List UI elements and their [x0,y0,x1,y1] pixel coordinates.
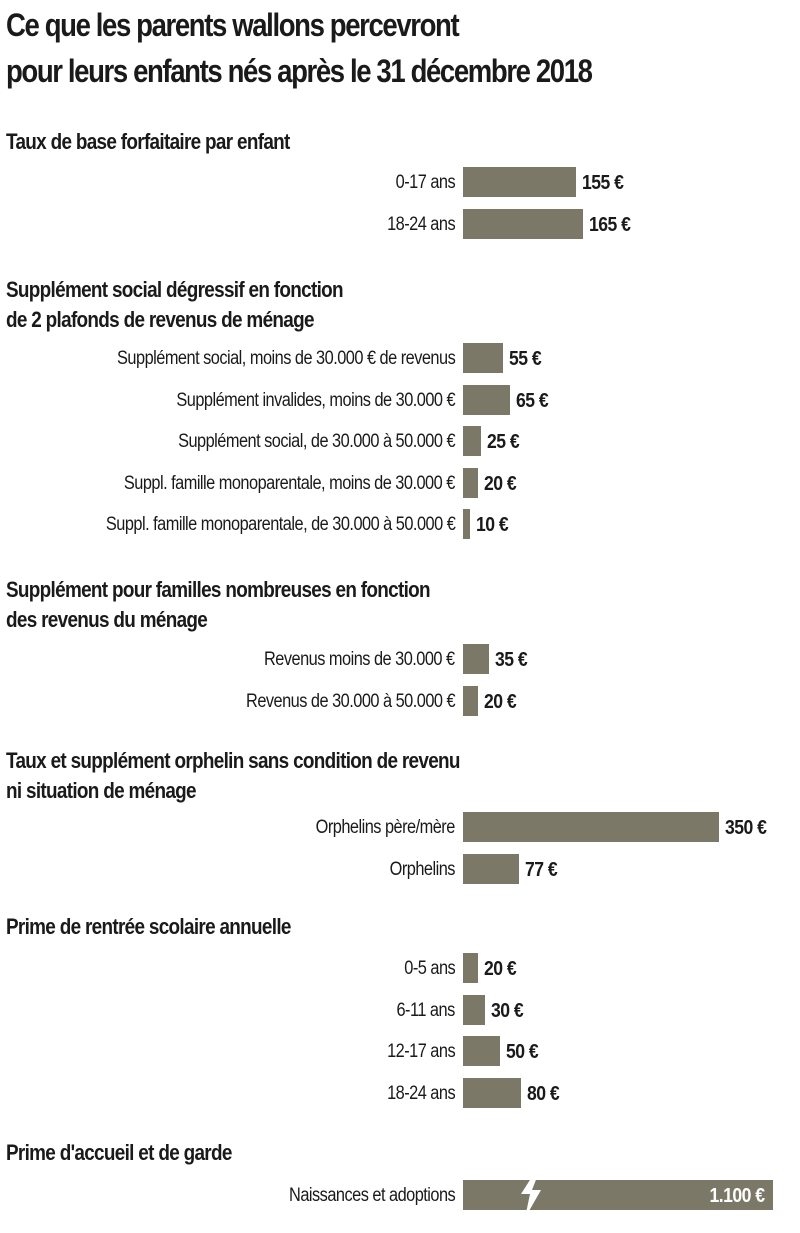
section-heading: Taux et supplément orphelin sans condition de revenu ni situation de ménage [6,748,460,803]
section-heading: Prime de rentrée scolaire annuelle [6,914,291,939]
bar [463,995,485,1025]
bar-value-label: 155 € [582,172,624,194]
bar-value-label: 65 € [516,389,549,412]
bar-value-label: 25 € [487,431,520,453]
bar [463,426,481,456]
bar-label: Suppl. famille monoparentale, moins de 30.000 € [124,472,455,494]
bar-value-label: 30 € [490,999,524,1022]
bar-value-label: 20 € [483,958,516,980]
bar-label: 0-17 ans [395,172,455,193]
bar-value-label: 20 € [483,472,516,495]
bar-label: Supplément social, de 30.000 à 50.000 € [178,431,455,452]
bar [463,509,470,539]
bar [463,1078,521,1108]
bar [463,953,478,983]
bar-label: Suppl. famille monoparentale, de 30.000 à 50.000 € [105,514,455,535]
bar [463,385,510,415]
bar-label: Revenus moins de 30.000 € [264,649,455,670]
title-line-2: pour leurs enfants nés après le 31 décembre 2018 [6,53,592,89]
bar-label: 18-24 ans [386,1082,455,1104]
bar-label: 12-17 ans [386,1041,455,1062]
bar-label: Naissances et adoptions [288,1185,455,1206]
bar-label: 18-24 ans [386,213,455,235]
bar [463,1036,500,1066]
bar-value-label: 20 € [483,690,516,713]
bar-label: 6-11 ans [396,999,455,1021]
bar [463,812,719,842]
bar [463,854,519,884]
bar [463,686,478,716]
section-heading: Supplément social dégressif en fonction de 2 plafonds de revenus de ménage [6,277,343,332]
bar-label: Orphelins [389,858,455,880]
bar-value-label: 35 € [494,649,527,671]
title-line-1: Ce que les parents wallons percevront [6,7,459,43]
axis-break-icon [515,1172,547,1218]
bar-value-label: 55 € [509,348,542,370]
bar [463,644,489,674]
bar-value-label: 1.100 € [709,1185,765,1207]
bar-value-label: 77 € [525,858,558,881]
section-heading: Taux de base forfaitaire par enfant [6,129,290,154]
bar-label: Orphelins père/mère [315,817,455,838]
section-heading: Supplément pour familles nombreuses en fonction des revenus du ménage [6,577,430,632]
bar [463,167,576,197]
bar-label: Supplément invalides, moins de 30.000 € [176,389,455,411]
section-heading: Prime d'accueil et de garde [6,1140,232,1165]
bar [463,343,503,373]
bar [463,209,583,239]
bar-value-label: 10 € [476,514,509,536]
bar [463,468,478,498]
bar-label: 0-5 ans [404,958,455,979]
bar-value-label: 80 € [527,1082,560,1105]
bar-label: Supplément social, moins de 30.000 € de revenus [116,348,455,369]
bar-value-label: 50 € [505,1041,538,1063]
chart-title [6,2,685,94]
bar-value-label: 350 € [724,817,766,839]
axis-break-shape [521,1172,541,1218]
bar-value-label: 165 € [589,213,631,236]
bar-label: Revenus de 30.000 à 50.000 € [245,690,455,712]
